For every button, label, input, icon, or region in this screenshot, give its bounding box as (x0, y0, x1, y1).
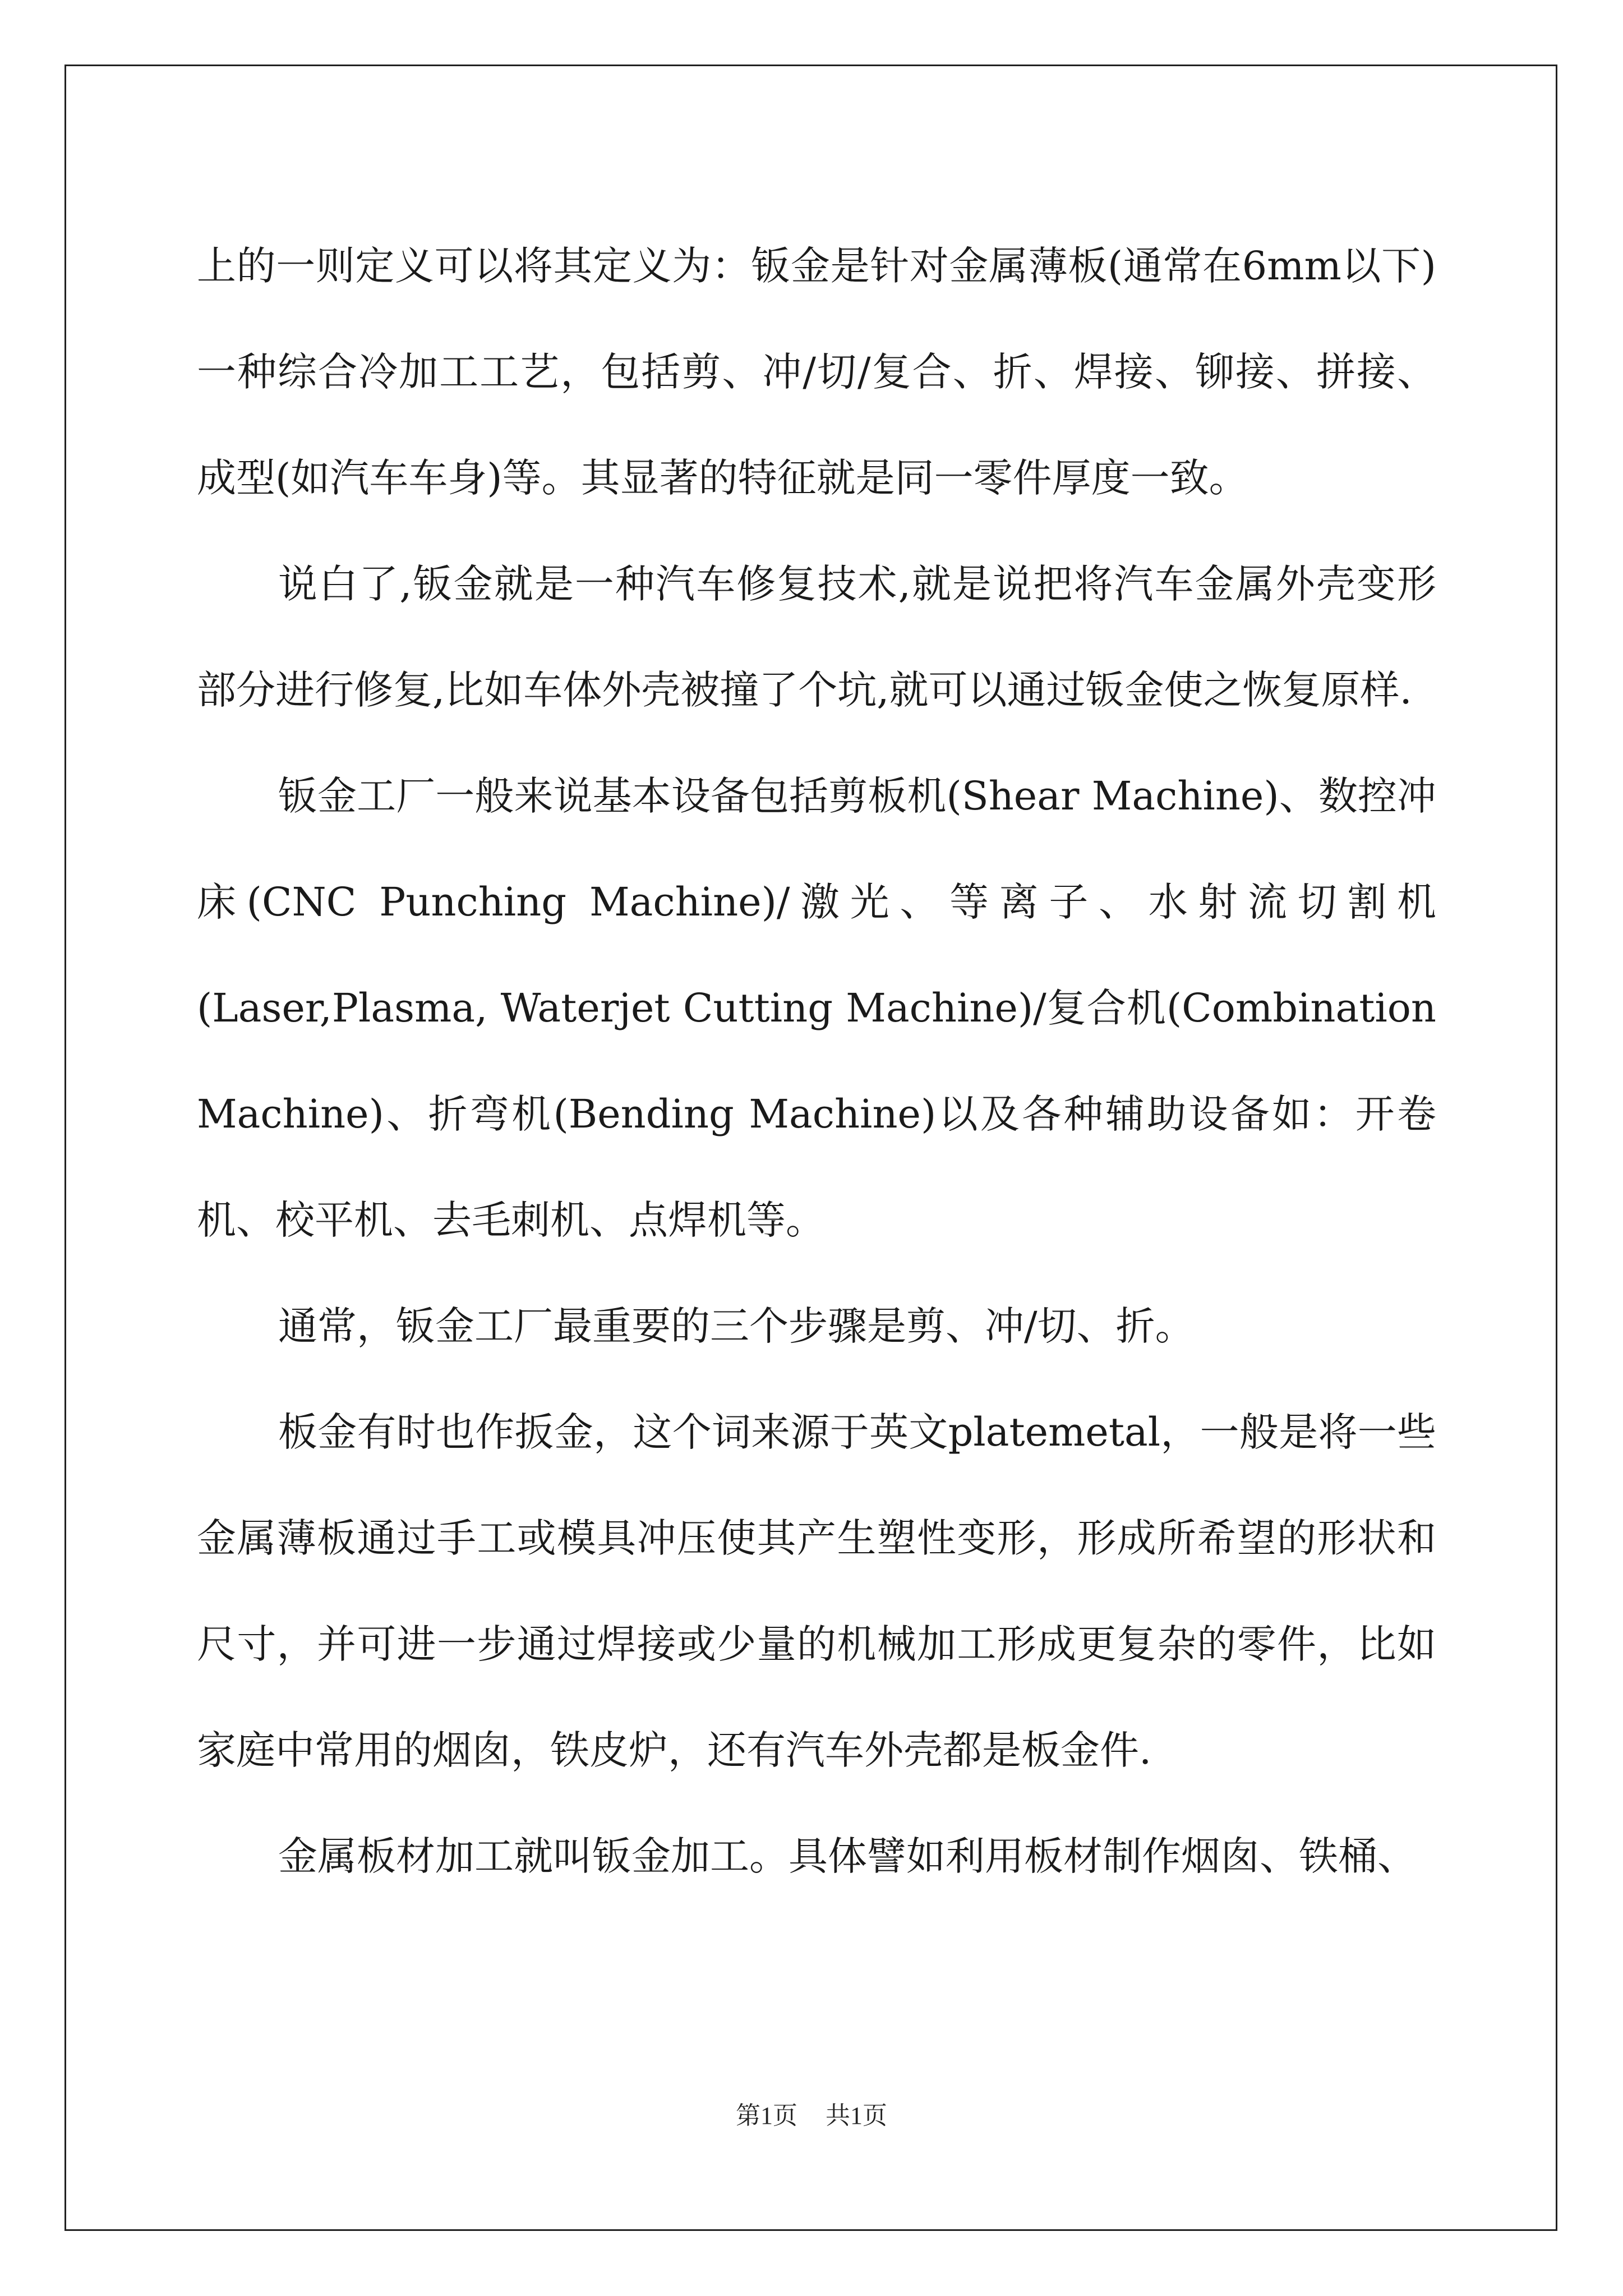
paragraph: 通常，钣金工厂最重要的三个步骤是剪、冲/切、折。 (278, 1303, 1195, 1349)
paragraph: 金属板材加工就叫钣金加工。具体譬如利用板材制作烟囱、铁桶、 (278, 1833, 1417, 1879)
page-number: 第1页 (736, 2102, 797, 2129)
paragraph: 说白了,钣金就是一种汽车修复技术,就是说把将汽车金属外壳变形部分进行修复,比如车体外壳被撞了个坑,就可以通过钣金使之恢复原样. (197, 561, 1436, 713)
paragraph: 板金有时也作扳金，这个词来源于英文platemetal，一般是将一些金属薄板通过手工或模具冲压使其产生塑性变形，形成所希望的形状和尺寸，并可进一步通过焊接或少量的机械加工形成更复杂的零件，比如家庭中常用的烟囱，铁皮炉，还有汽车外壳都是板金件. (197, 1409, 1436, 1773)
paragraph: 上的一则定义可以将其定义为：钣金是针对金属薄板(通常在6mm以下)一种综合冷加工工艺，包括剪、冲/切/复合、折、焊接、铆接、拼接、成型(如汽车车身)等。其显著的特征就是同一零件厚度一致。 (197, 243, 1436, 501)
paragraph: 钣金工厂一般来说基本设备包括剪板机(Shear Machine)、数控冲床(CNC Punching Machine)/激光、等离子、水射流切割机(Laser,Plasma, Waterjet Cutting Machine)/复合机(Combination Machine)、折弯机(Bending Machine)以及各种辅助设备如：开卷机、校平机、去毛刺机、点焊机等。 (197, 773, 1436, 1243)
page-total: 共1页 (826, 2102, 887, 2129)
document-body (197, 213, 1436, 1910)
page-footer (0, 2095, 1623, 2131)
